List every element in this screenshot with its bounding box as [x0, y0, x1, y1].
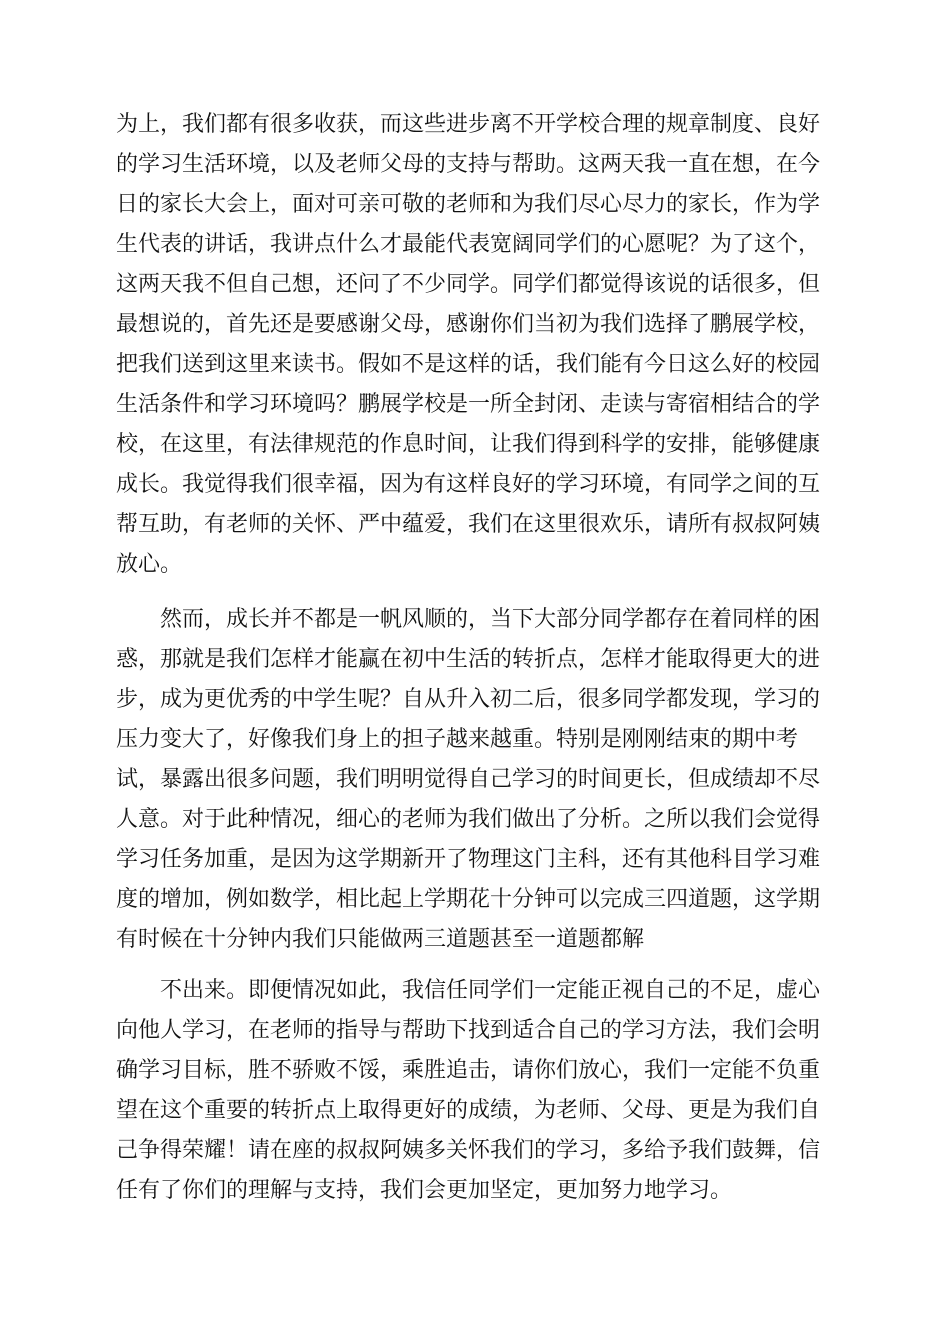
paragraph-line: 不出来。即便情况如此，我信任同学们一定能正视自己的不足，虚心: [160, 978, 821, 1003]
paragraph-line: 的学习生活环境，以及老师父母的支持与帮助。这两天我一直在想，在今: [116, 152, 821, 177]
paragraph-line: 确学习目标，胜不骄败不馁，乘胜追击，请你们放心，我们一定能不负重: [116, 1058, 821, 1083]
paragraph-line: 最想说的，首先还是要感谢父母，感谢你们当初为我们选择了鹏展学校，: [116, 312, 821, 337]
paragraph-line: 这两天我不但自己想，还问了不少同学。同学们都觉得该说的话很多，但: [116, 272, 821, 297]
paragraph-line: 己争得荣耀！请在座的叔叔阿姨多关怀我们的学习，多给予我们鼓舞，信: [116, 1138, 821, 1163]
paragraph-line: 日的家长大会上，面对可亲可敬的老师和为我们尽心尽力的家长，作为学: [116, 192, 821, 217]
paragraph-line: 把我们送到这里来读书。假如不是这样的话，我们能有今日这么好的校园: [116, 352, 821, 377]
paragraph-line: 压力变大了，好像我们身上的担子越来越重。特别是刚刚结束的期中考: [116, 727, 799, 752]
paragraph-line: 有时候在十分钟内我们只能做两三道题甚至一道题都解: [116, 927, 645, 952]
paragraph-line: 学习任务加重，是因为这学期新开了物理这门主科，还有其他科目学习难: [116, 847, 821, 872]
paragraph-line: 为上，我们都有很多收获，而这些进步离不开学校合理的规章制度、良好: [116, 112, 821, 137]
paragraph-line: 然而，成长并不都是一帆风顺的，当下大部分同学都存在着同样的困: [160, 607, 821, 632]
paragraph-line: 帮互助，有老师的关怀、严中蕴爱，我们在这里很欢乐，请所有叔叔阿姨: [116, 512, 821, 537]
paragraph-line: 生代表的讲话，我讲点什么才最能代表宽阔同学们的心愿呢？为了这个，: [116, 232, 821, 257]
paragraph-line: 步，成为更优秀的中学生呢？自从升入初二后，很多同学都发现，学习的: [116, 687, 821, 712]
paragraph-line: 成长。我觉得我们很幸福，因为有这样良好的学习环境，有同学之间的互: [116, 472, 821, 497]
paragraph-line: 向他人学习，在老师的指导与帮助下找到适合自己的学习方法，我们会明: [116, 1018, 821, 1043]
paragraph-line: 人意。对于此种情况，细心的老师为我们做出了分析。之所以我们会觉得: [116, 807, 821, 832]
paragraph-line: 惑，那就是我们怎样才能赢在初中生活的转折点，怎样才能取得更大的进: [116, 647, 821, 672]
paragraph-line: 望在这个重要的转折点上取得更好的成绩，为老师、父母、更是为我们自: [116, 1098, 821, 1123]
paragraph-line: 度的增加，例如数学，相比起上学期花十分钟可以完成三四道题，这学期: [116, 887, 821, 912]
paragraph-line: 放心。: [116, 552, 183, 577]
paragraph-line: 生活条件和学习环境吗？鹏展学校是一所全封闭、走读与寄宿相结合的学: [116, 392, 821, 417]
paragraph-line: 试，暴露出很多问题，我们明明觉得自己学习的时间更长，但成绩却不尽: [116, 767, 821, 792]
paragraph-line: 任有了你们的理解与支持，我们会更加坚定，更加努力地学习。: [116, 1178, 733, 1203]
paragraph-line: 校，在这里，有法律规范的作息时间，让我们得到科学的安排，能够健康: [116, 432, 821, 457]
